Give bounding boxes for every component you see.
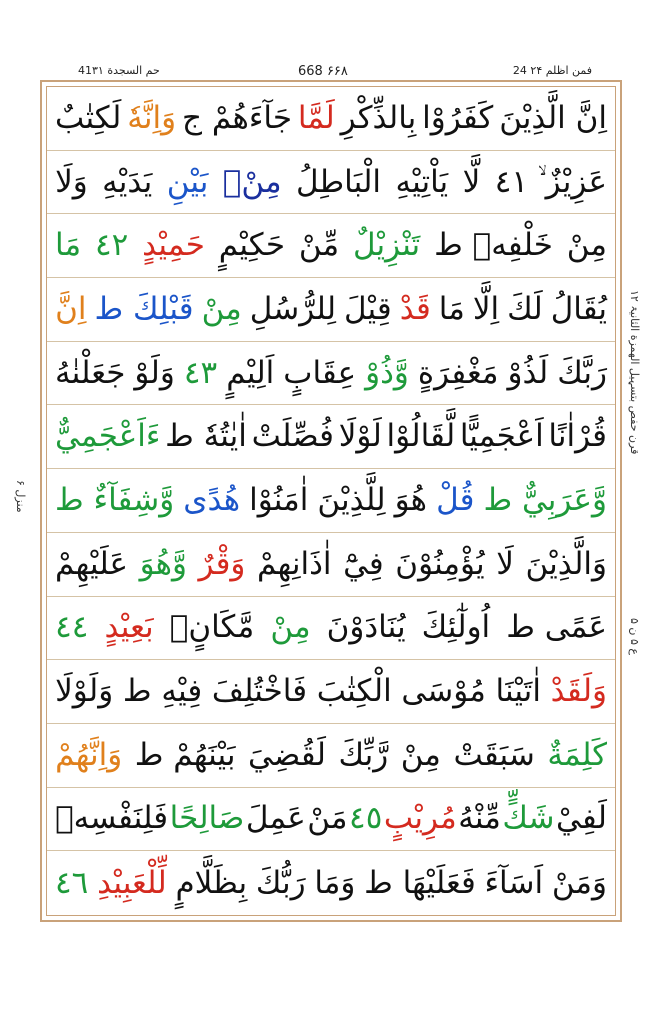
verse-word: اٰذَانِهِمْ	[256, 545, 332, 582]
verse-word: لِّلْعَبِيْدِ	[97, 864, 167, 901]
verse-word: لَّقَالُوْا	[386, 418, 456, 455]
margin-note-manzil: منزل ۶	[14, 480, 27, 513]
verse-word: ٤٥	[349, 800, 383, 837]
verse-word: لَقُضِيَ	[248, 736, 326, 773]
verse-word: لَّا	[462, 163, 481, 200]
text-line	[47, 724, 615, 788]
verse-word: فُصِّلَتْ	[251, 418, 334, 455]
verse-word: اَعْجَمِيًّا	[459, 418, 544, 455]
verse-word: شَكٍّ	[502, 800, 555, 837]
verse-word: قَبْلِكَ ط	[94, 290, 194, 327]
verse-word: مُوْسَى	[401, 673, 486, 710]
verse-word: لَذُوْ	[507, 354, 549, 391]
verse-word: اٰمَنُوْا	[249, 481, 309, 518]
verse-word: وَّعَرَبِيٌّ ط	[483, 481, 607, 518]
verse-word: اَسَآءَ	[484, 864, 544, 901]
verse-word: فِيْٓ	[343, 545, 384, 582]
text-line	[47, 851, 615, 915]
verse-word: مَا	[438, 290, 465, 327]
verse-word: قُلْ	[436, 481, 475, 518]
verse-word: عَمًى ط	[506, 609, 607, 646]
verse-word: مِنْ	[270, 609, 311, 646]
surah-label: 41حم السجدة ۳۱	[78, 64, 160, 77]
verse-word: ٤٤	[55, 609, 89, 646]
verse-word: الْبَاطِلُ	[296, 163, 382, 200]
verse-word: فِيْهِ ط	[122, 673, 203, 710]
verse-word: يُنَادَوْنَ	[326, 609, 406, 646]
verse-word: يَاْتِيْهِ	[395, 163, 449, 200]
verse-word: لِلَّذِيْنَ	[317, 481, 386, 518]
verse-word: يَدَيْهِ	[102, 163, 153, 200]
verse-word: كَفَرُوْا	[422, 99, 494, 136]
verse-word: عِقَابٍ	[283, 354, 357, 391]
verse-word: صَالِحًا	[169, 800, 245, 837]
verse-word: مَنْ	[307, 800, 348, 837]
verse-word: مِّنْ	[298, 227, 340, 264]
verse-word: قُرْاٰنًا	[548, 418, 607, 455]
verse-word: لَوْلَا	[338, 418, 382, 455]
verse-word: جَعَلْنٰهُ	[55, 354, 126, 391]
verse-word: هُدًى	[183, 481, 241, 518]
verse-word: اِلَّا	[472, 290, 500, 327]
verse-word: اٰتَيْنَا	[495, 673, 541, 710]
verse-word: عَزِيْزٌ ۙ ٤١	[494, 163, 607, 200]
verse-word: اِنَّ الَّذِيْنَ	[499, 99, 607, 136]
verse-word: مِنْۢ	[222, 163, 282, 200]
verse-word: ٤٦	[55, 864, 89, 901]
verse-word: وَلَوْلَا	[55, 673, 114, 710]
verse-word: فَعَلَيْهَا ط	[364, 864, 476, 901]
margin-note-qiraat: قرن حفص بتسہیل الھمزة الثانیۃ ۱۲	[628, 290, 641, 455]
verse-word: وَالَّذِيْنَ	[525, 545, 607, 582]
verse-word: اُولٰٓئِكَ	[421, 609, 491, 646]
verse-word: كَلِمَةٌ	[547, 736, 607, 773]
verse-word: وَمَا	[314, 864, 356, 901]
verse-word: عَلَيْهِمْ	[55, 545, 129, 582]
text-line	[47, 87, 615, 151]
text-line	[47, 788, 615, 852]
text-line	[47, 469, 615, 533]
verse-word: بِالذِّكْرِ	[340, 99, 417, 136]
verse-word: ٤٢	[94, 227, 129, 264]
verse-word: اَلِيْمٍ	[226, 354, 275, 391]
verse-word: بَيْنِ	[166, 163, 209, 200]
verse-word: قَدْ	[399, 290, 431, 327]
verse-word: وَاِنَّهٗ	[127, 99, 177, 136]
verse-word: عَمِلَ	[245, 800, 306, 837]
verse-word: وَاِنَّهُمْ	[55, 736, 123, 773]
verse-word: لَا	[496, 545, 514, 582]
text-line	[47, 278, 615, 342]
verse-word: وَقْرٌ	[198, 545, 246, 582]
verse-word: رَّبِّكَ	[338, 736, 389, 773]
verse-word: وَلَا	[55, 163, 88, 200]
text-line	[47, 151, 615, 215]
verse-word: سَبَقَتْ	[453, 736, 535, 773]
verse-word: وَّذُوْ	[365, 354, 409, 391]
verse-word: قِيْلَ	[344, 290, 392, 327]
verse-word: مِّنْهُ	[458, 800, 501, 837]
verse-word: لَمَّا	[297, 99, 335, 136]
verse-word: الْكِتٰبَ	[316, 673, 392, 710]
verse-word: مِنْ	[201, 290, 242, 327]
verse-word: مَغْفِرَةٍ	[417, 354, 499, 391]
verse-word: رَبَّكَ	[557, 354, 607, 391]
quran-text-block	[47, 87, 615, 915]
verse-word: مِنْ	[566, 227, 607, 264]
verse-word: رَبُّكَ	[255, 864, 306, 901]
verse-word: لَفِيْ	[556, 800, 607, 837]
verse-word: بِظَلَّامٍ	[175, 864, 248, 901]
verse-word: وَمَنْ	[551, 864, 607, 901]
verse-word: بَيْنَهُمْ ط	[134, 736, 236, 773]
margin-note-ruku: ع ۵ ن ۵	[628, 618, 641, 655]
text-line	[47, 597, 615, 661]
verse-word: بَعِيْدٍ	[104, 609, 154, 646]
text-line	[47, 660, 615, 724]
verse-word: يُقَالُ	[550, 290, 607, 327]
verse-word: لَكِتٰبٌ	[55, 99, 122, 136]
verse-word: خَلْفِهٖ ط	[434, 227, 553, 264]
verse-word: هُوَ	[394, 481, 428, 518]
verse-word: ٤٣	[183, 354, 218, 391]
verse-word: وَلَقَدْ	[550, 673, 607, 710]
verse-word: تَنْزِيْلٌ	[352, 227, 421, 264]
page-number: 668 ۶۶۸	[298, 64, 348, 79]
text-line	[47, 533, 615, 597]
verse-word: فَلِنَفْسِهٖ	[55, 800, 169, 837]
verse-word: مُرِيْبٍ	[383, 800, 457, 837]
verse-word: لِلرُّسُلِ	[249, 290, 337, 327]
verse-word: وَّهُوَ	[139, 545, 187, 582]
verse-word: حَمِيْدٍ	[142, 227, 205, 264]
verse-word: وَلَوْ	[134, 354, 175, 391]
verse-word: وَّشِفَآءٌ ط	[55, 481, 175, 518]
verse-word: اٰيٰتُهٗ ط	[165, 418, 247, 455]
verse-word: ءَاَعْجَمِيٌّ	[55, 418, 161, 455]
verse-word: يُؤْمِنُوْنَ	[395, 545, 485, 582]
verse-word: لَكَ	[507, 290, 543, 327]
verse-word: مَا	[55, 227, 82, 264]
verse-word: حَكِيْمٍ	[218, 227, 286, 264]
verse-word: جَآءَهُمْ ج	[182, 99, 293, 136]
verse-word: مِنْ	[400, 736, 441, 773]
para-label: 24 فمن اظلم ۲۴	[512, 64, 592, 77]
text-line	[47, 405, 615, 469]
text-line	[47, 214, 615, 278]
verse-word: مَّكَانٍۭ	[169, 609, 255, 646]
verse-word: اِنَّ	[55, 290, 87, 327]
text-line	[47, 342, 615, 406]
verse-word: فَاخْتُلِفَ	[211, 673, 308, 710]
